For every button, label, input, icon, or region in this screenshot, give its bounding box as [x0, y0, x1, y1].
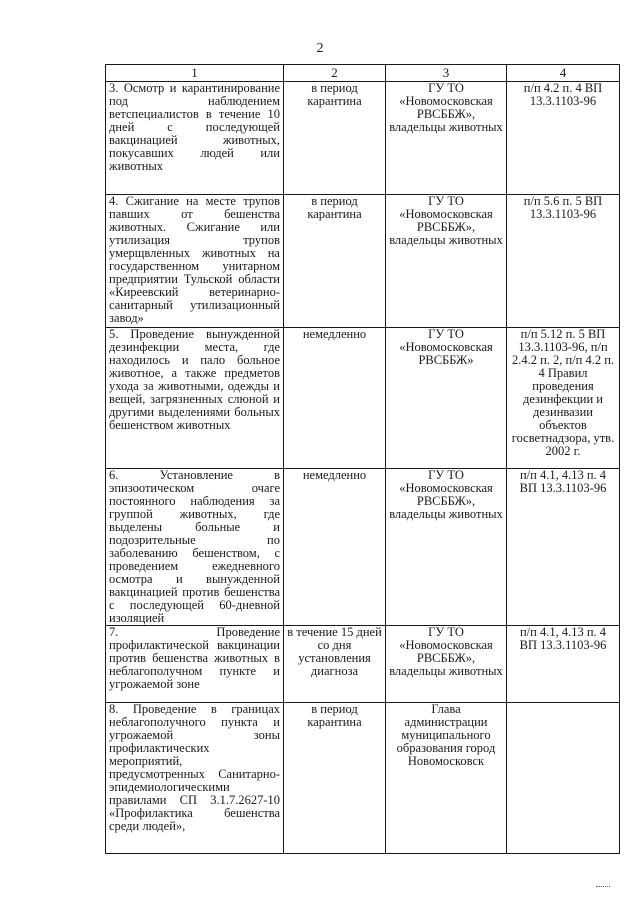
measure-description: 5. Проведение вынужденной дезинфекции места, где находилось и пало больное животное, а также предметов ухода за животными, одежды и вещей, загрязненных слюной и другими выделениями больных бешенством животных [106, 328, 284, 469]
table-row-measure-4 [106, 195, 620, 328]
measure-description: 3. Осмотр и карантинирование под наблюдением ветспециалистов в течение 10 дней с последующей вакцинацией животных, покусавших людей или животных [106, 82, 284, 195]
table-row-measure-3 [106, 82, 620, 195]
measure-responsible: ГУ ТО «Новомосковская РВСББЖ», владельцы животных [386, 82, 507, 195]
measure-deadline: в период карантина [284, 195, 386, 328]
table-row-measure-6 [106, 469, 620, 626]
column-number-2: 2 [284, 65, 386, 82]
measure-reference: п/п 5.12 п. 5 ВП 13.3.1103-96, п/п 2.4.2 п. 2, п/п 4.2 п. 4 Правил проведения дезинфекции и дезинвазии объектов госветнадзора, утв. 2002 г. [507, 328, 620, 469]
table-row-measure-8 [106, 703, 620, 854]
measure-reference: п/п 4.2 п. 4 ВП 13.3.1103-96 [507, 82, 620, 195]
measures-table [105, 64, 620, 854]
measure-deadline: немедленно [284, 469, 386, 626]
measure-description: 8. Проведение в границах неблагополучного пункта и угрожаемой зоны профилактических мероприятий, предусмотренных Санитарно-эпидемиологическими правилами СП 3.1.7.2627-10 «Профилактика бешенства среди людей», [106, 703, 284, 854]
measure-reference: п/п 4.1, 4.13 п. 4 ВП 13.3.1103-96 [507, 469, 620, 626]
measure-responsible: ГУ ТО «Новомосковская РВСББЖ», владельцы животных [386, 469, 507, 626]
scan-mark [596, 886, 610, 887]
measure-responsible: ГУ ТО «Новомосковская РВСББЖ», владельцы животных [386, 195, 507, 328]
measure-reference: п/п 4.1, 4.13 п. 4 ВП 13.3.1103-96 [507, 626, 620, 703]
column-number-4: 4 [507, 65, 620, 82]
table-row-measure-7 [106, 626, 620, 703]
measure-deadline: немедленно [284, 328, 386, 469]
measure-deadline: в период карантина [284, 82, 386, 195]
table-header-row [106, 65, 620, 82]
measure-deadline: в период карантина [284, 703, 386, 854]
column-number-3: 3 [386, 65, 507, 82]
measure-responsible: Глава администрации муниципального образования город Новомосковск [386, 703, 507, 854]
measure-responsible: ГУ ТО «Новомосковская РВСББЖ», владельцы животных [386, 626, 507, 703]
measure-deadline: в течение 15 дней со дня установления диагноза [284, 626, 386, 703]
measure-reference: п/п 5.6 п. 5 ВП 13.3.1103-96 [507, 195, 620, 328]
measure-description: 4. Сжигание на месте трупов павших от бешенства животных. Сжигание или утилизация трупов умерщвленных животных на государственном унитарном предприятии Тульской области «Киреевский ветеринарно-санитарный утилизационный завод» [106, 195, 284, 328]
measure-description: 6. Установление в эпизоотическом очаге постоянного наблюдения за группой животных, где выделены больные и подозрительные по заболеванию бешенством, с проведением ежедневного осмотра и вынужденной вакцинацией против бешенства с последующей 60-дневной изоляцией [106, 469, 284, 626]
page-number: 2 [316, 41, 324, 56]
table-row-measure-5 [106, 328, 620, 469]
measure-description: 7. Проведение профилактической вакцинации против бешенства животных в неблагополучном пункте и угрожаемой зоне [106, 626, 284, 703]
column-number-1: 1 [106, 65, 284, 82]
measure-reference [507, 703, 620, 854]
measure-responsible: ГУ ТО «Новомосковская РВСББЖ» [386, 328, 507, 469]
